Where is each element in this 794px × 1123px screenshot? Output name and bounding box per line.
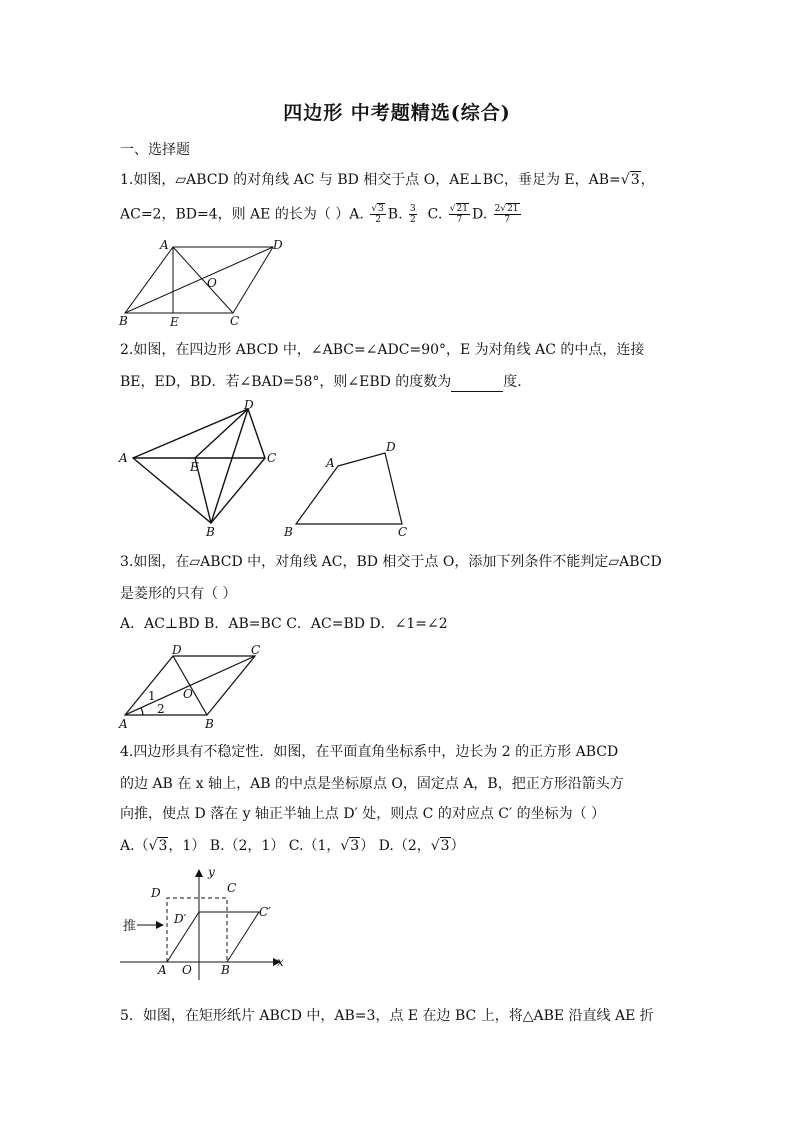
q3-label-angle2: 2 [157,702,165,716]
q3-label-b: B [205,717,214,730]
q4-push-label: 推 [123,919,137,934]
q1-option-d: $\frac{2√21}{7}$ [494,204,519,225]
q1-line1: 1.如图，▱ABCD 的对角线 AC 与 BD 相交于点 O，AE⊥BC，垂足为 E，AB=√3， [120,172,655,188]
q4-label-c-prime: C′ [259,905,271,919]
q4-option-a-sqrt: 3 [158,838,168,854]
q1-option-b: $\frac{3}{2}$ [410,204,416,225]
q2-line1: 2.如图，在四边形 ABCD 中，∠ABC=∠ADC=90°，E 为对角线 AC 的中点，连接 [120,342,645,358]
q4-line2: 的边 AB 在 x 轴上，AB 的中点是坐标原点 O，固定点 A，B，把正方形沿箭头方 [120,776,624,792]
q2-figure-left [115,398,285,540]
q2-label-d: D [244,398,254,412]
q1-figure [115,235,290,330]
q1-label-e: E [170,315,179,329]
q1-text2: AC=2，BD=4，则 AE 的长为（ ）A. [120,206,364,223]
q1-option-a: $\frac{√3}{2}$ [371,204,384,225]
q2-answer-blank [451,377,503,392]
page-title: 四边形 中考题精选(综合) [283,102,511,124]
q1-option-d-label: D. [471,206,488,223]
q2-label-a: A [119,451,128,465]
q4-option-d-sqrt: 3 [440,838,450,854]
q4-label-d-prime: D′ [174,912,187,926]
q1-label-c: C [230,314,240,328]
q4-label-y: y [208,865,215,879]
q2-text: BE，ED，BD．若∠BAD=58°，则∠EBD 的度数为 [120,374,452,390]
q1-label-a: A [160,238,169,252]
q3-label-d: D [172,643,182,657]
q2r-label-a: A [326,456,335,470]
q2-figure-right [280,435,420,543]
q3-figure [115,640,275,730]
q1-option-b-label: B. [387,206,403,223]
q1-label-d: D [273,238,283,252]
q1-line2 [120,204,523,225]
q4-option-c-sqrt: 3 [350,838,360,854]
q4-label-x: x [277,955,284,969]
q2-unit: 度. [503,374,522,390]
q2-label-e: E [190,460,199,474]
q3-label-o: O [183,687,193,701]
q4-line3: 向推，使点 D 落在 y 轴正半轴上点 D′ 处，则点 C 的对应点 C′ 的坐标为（ ） [120,806,606,822]
q2-label-c: C [267,451,277,465]
q4-label-b: B [221,963,230,977]
q4-figure [115,862,295,982]
q4-label-o: O [182,963,192,977]
q1-option-c-label: C. [427,206,443,223]
q4-options: A.（√3，1） B.（2，1） C.（1，√3） D.（2，√3） [120,838,465,854]
q1-ab-value: 3 [630,172,640,188]
q3-label-a: A [119,717,128,730]
q4-line1: 4.四边形具有不稳定性．如图，在平面直角坐标系中，边长为 2 的正方形 ABCD [120,744,619,760]
q2r-label-b: B [284,525,293,539]
section-heading: 一、选择题 [120,142,190,158]
q3-line1: 3.如图，在▱ABCD 中，对角线 AC，BD 相交于点 O，添加下列条件不能判定▱ABCD [120,554,662,570]
q3-label-c: C [251,643,261,657]
q3-label-angle1: 1 [148,689,156,703]
q4-label-d: D [151,886,161,900]
q2-line2 [120,372,522,392]
q1-option-c: $\frac{√21}{7}$ [449,204,468,225]
q4-label-a: A [158,963,167,977]
q2-label-b: B [206,525,215,539]
q4-label-c: C [227,881,237,895]
q3-line2: 是菱形的只有（ ） [120,586,237,602]
q3-options: A．AC⊥BD B．AB=BC C．AC=BD D．∠1=∠2 [120,616,448,632]
q1-label-b: B [119,314,128,328]
q1-label-o: O [207,276,217,290]
q2r-label-c: C [398,525,408,539]
q2r-label-d: D [386,440,396,454]
q1-text: 1.如图，▱ABCD 的对角线 AC 与 BD 相交于点 O，AE⊥BC，垂足为 E，AB= [120,172,621,188]
q5-line1: 5．如图，在矩形纸片 ABCD 中，AB=3，点 E 在边 BC 上，将△ABE 沿直线 AE 折 [120,1008,654,1024]
